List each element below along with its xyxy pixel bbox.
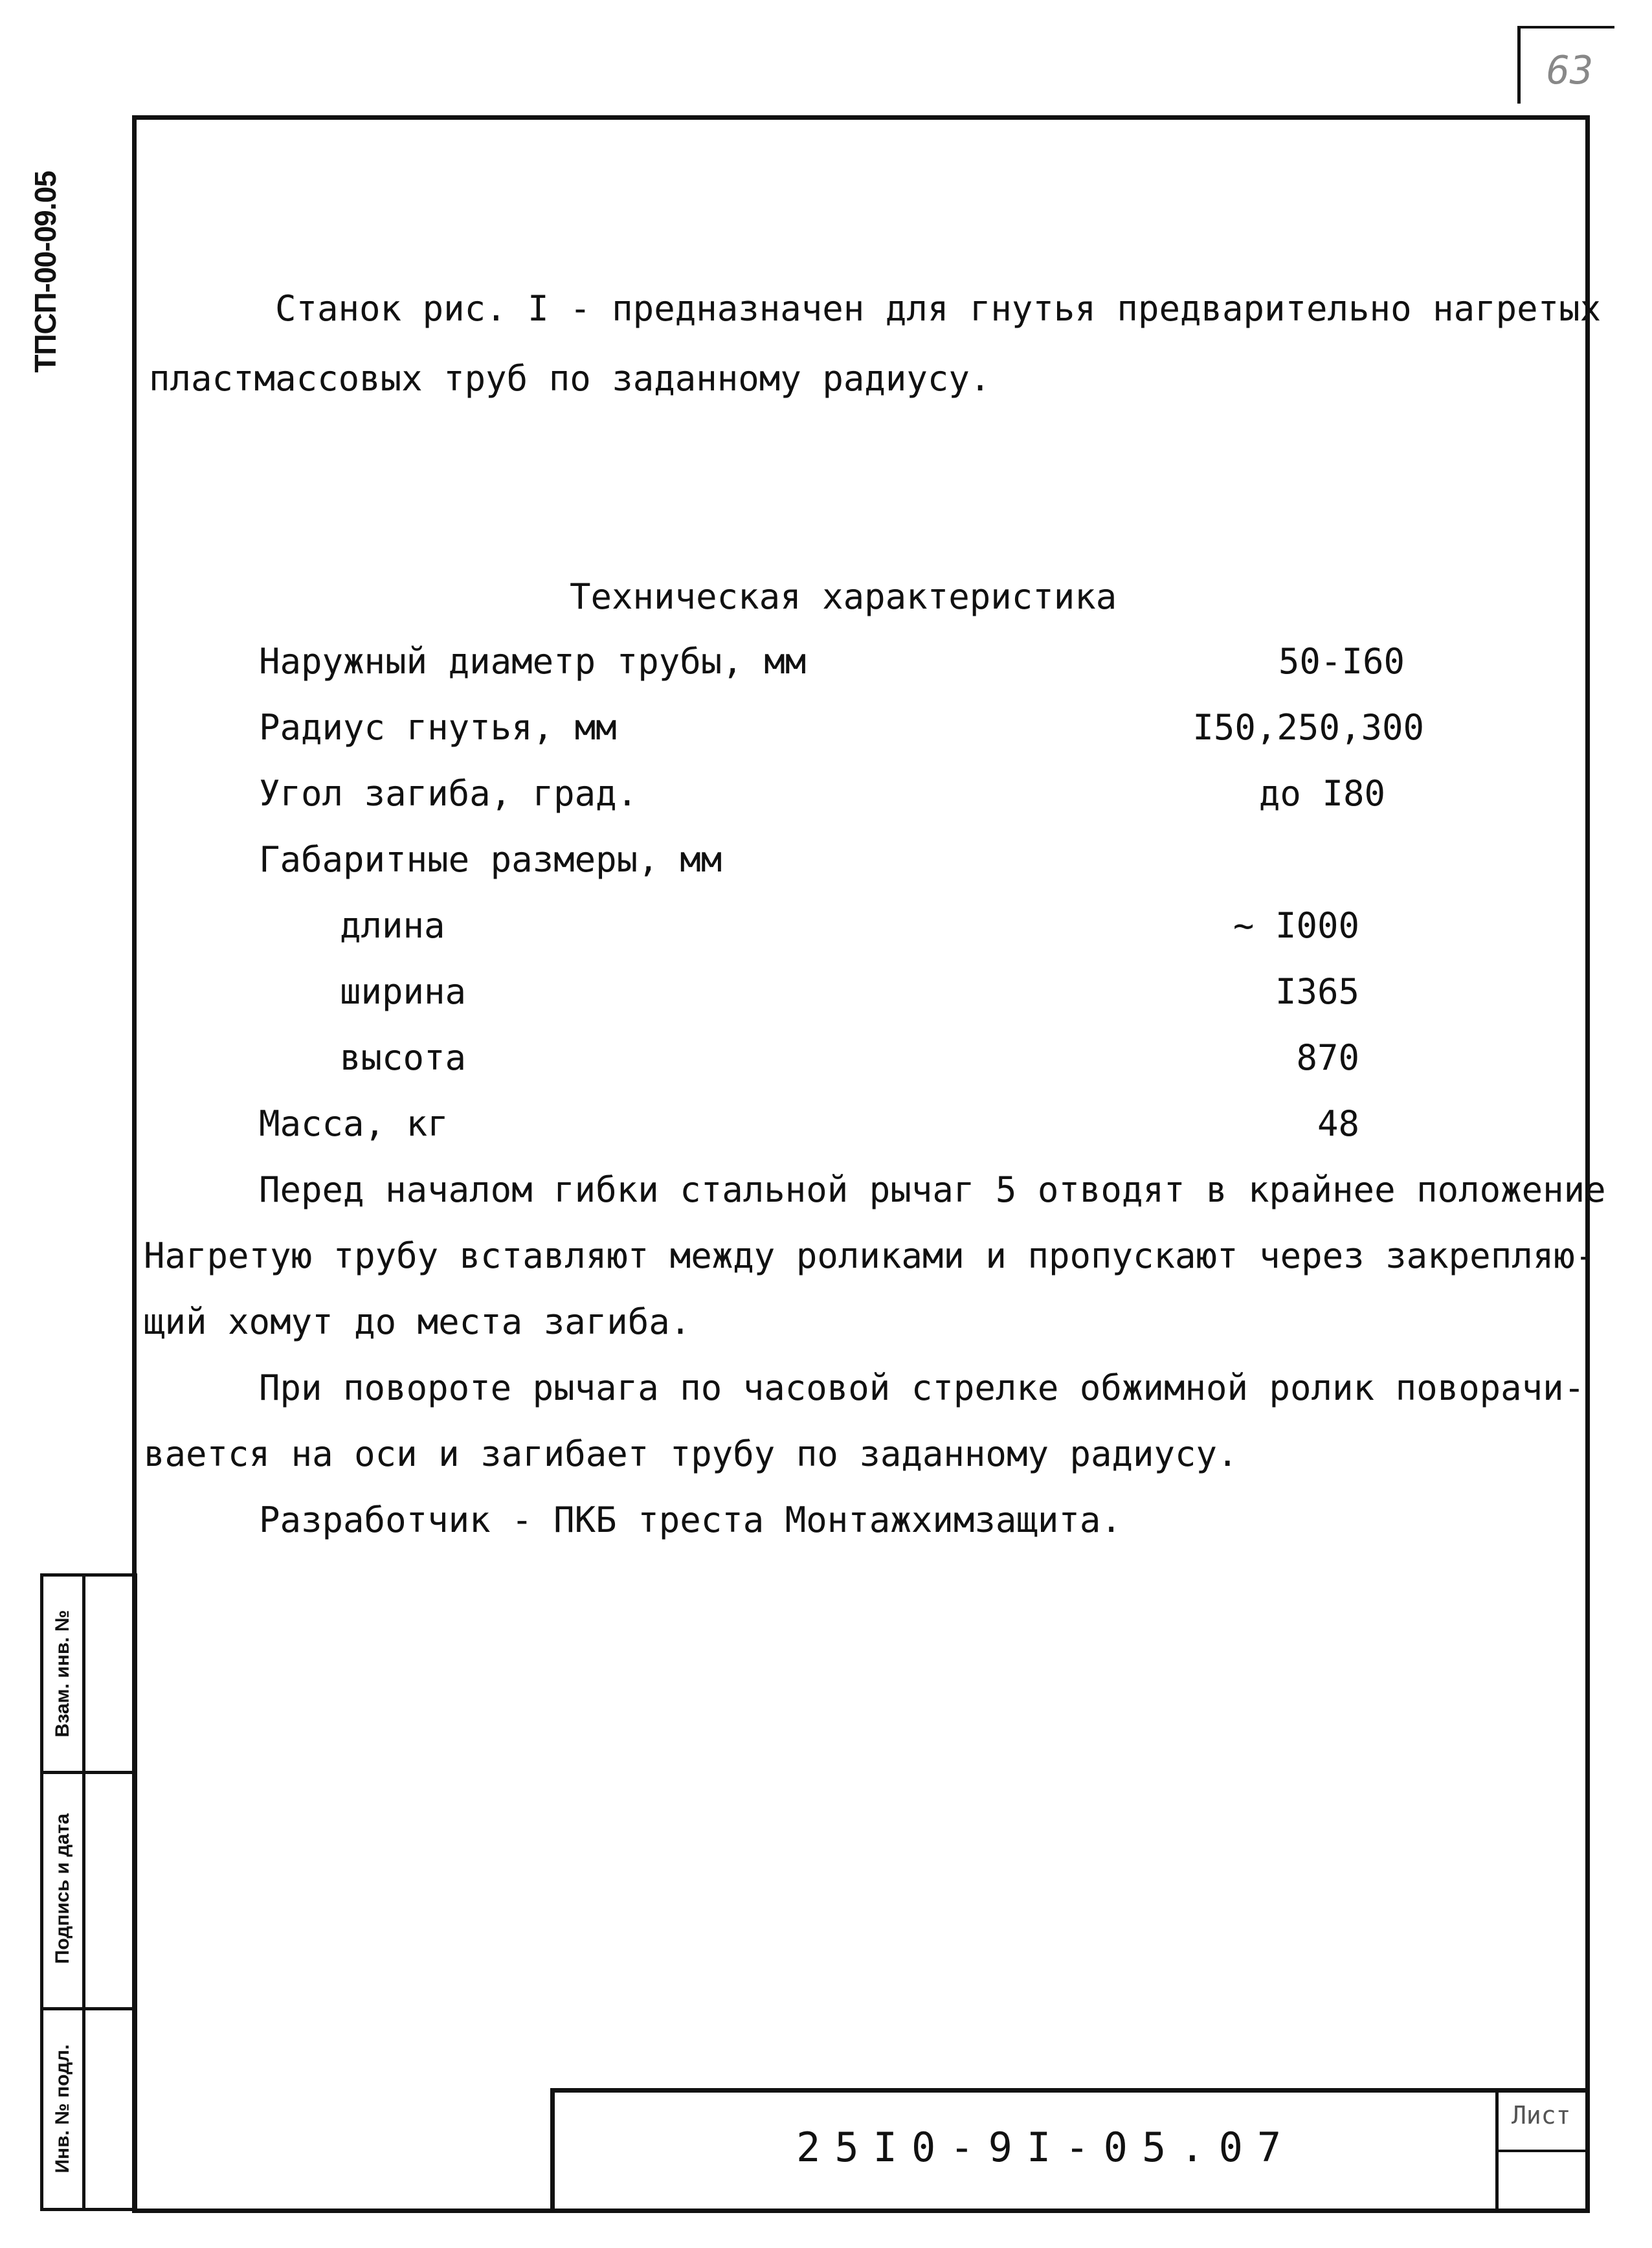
- spec-value: ~ I000: [1233, 905, 1359, 946]
- body-line: щий хомут до места загиба.: [144, 1301, 691, 1342]
- spec-label: длина: [340, 905, 445, 946]
- spec-value: I50,250,300: [1192, 707, 1424, 748]
- stamp-label: Взам. инв. №: [52, 1610, 73, 1738]
- developer-line: Разработчик - ПКБ треста Монтажхимзащита.: [259, 1500, 1122, 1540]
- page-number: 63: [1517, 26, 1614, 104]
- intro-line-2: пластмассовых труб по заданному радиусу.: [149, 358, 991, 399]
- spec-label: Наружный диаметр трубы, мм: [259, 641, 807, 682]
- spec-label: Радиус гнутья, мм: [259, 707, 617, 748]
- spec-value: до I80: [1258, 773, 1385, 814]
- spec-label: Масса, кг: [259, 1103, 449, 1144]
- spec-label: ширина: [340, 971, 467, 1012]
- body-line: При повороте рычага по часовой стрелке обжимной ролик поворачи-: [259, 1367, 1585, 1408]
- spec-label: высота: [340, 1037, 467, 1078]
- approval-stamp: [40, 1573, 137, 2211]
- intro-line-1: Станок рис. I - предназначен для гнутья предварительно нагретых: [275, 288, 1602, 329]
- specs-heading: Техническая характеристика: [570, 576, 1117, 617]
- body-line: Нагретую трубу вставляют между роликами и пропускают через закрепляю-: [144, 1235, 1596, 1276]
- body-line: вается на оси и загибает трубу по заданному радиусу.: [144, 1433, 1238, 1474]
- spec-value: 48: [1317, 1103, 1359, 1144]
- spec-value: I365: [1275, 971, 1359, 1012]
- sheet-cell: [1495, 2088, 1590, 2213]
- stamp-label: Инв. № подл.: [52, 2044, 73, 2174]
- spec-value: 50-I60: [1278, 641, 1405, 682]
- page-frame: [132, 115, 1590, 2213]
- body-line: Перед началом гибки стальной рычаг 5 отводят в крайнее положение: [259, 1169, 1606, 1210]
- stamp-label: Подпись и дата: [52, 1813, 73, 1964]
- spec-value: 870: [1296, 1037, 1359, 1078]
- sheet-label: Лист: [1512, 2101, 1571, 2130]
- spec-label: Угол загиба, град.: [259, 773, 638, 814]
- side-code: ТПСП-00-09.05: [28, 171, 62, 373]
- spec-label: Габаритные размеры, мм: [259, 839, 722, 880]
- document-code: 25I0-9I-05.07: [796, 2124, 1296, 2171]
